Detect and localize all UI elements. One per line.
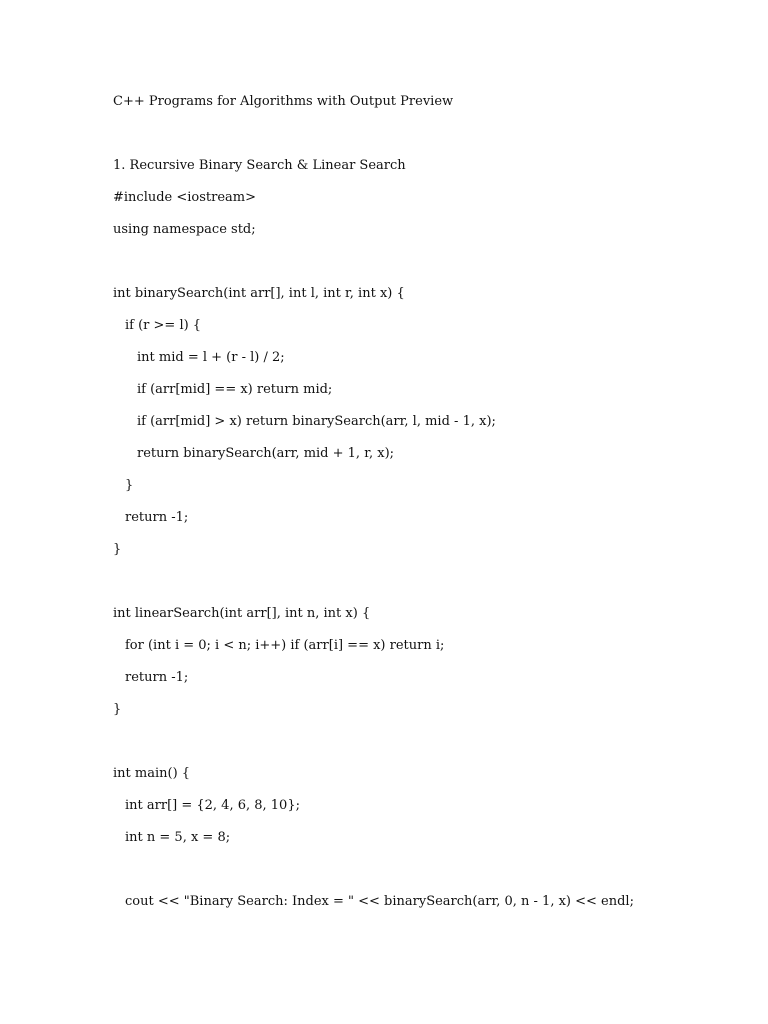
- section-heading: 1. Recursive Binary Search & Linear Search: [113, 158, 406, 173]
- code-line: }: [113, 702, 122, 717]
- code-line: cout << "Binary Search: Index = " << binarySearch(arr, 0, n - 1, x) << endl;: [125, 894, 634, 909]
- code-line: int main() {: [113, 766, 191, 781]
- code-line: int binarySearch(int arr[], int l, int r, int x) {: [113, 286, 405, 301]
- code-line: int n = 5, x = 8;: [125, 830, 231, 845]
- code-line: int arr[] = {2, 4, 6, 8, 10};: [125, 798, 300, 813]
- code-line: int mid = l + (r - l) / 2;: [137, 350, 285, 365]
- code-line: if (r >= l) {: [125, 318, 202, 333]
- code-line: }: [125, 478, 134, 493]
- code-line: }: [113, 542, 122, 557]
- code-line: return -1;: [125, 510, 189, 525]
- code-line: using namespace std;: [113, 222, 256, 237]
- code-line: if (arr[mid] > x) return binarySearch(arr, l, mid - 1, x);: [137, 414, 496, 429]
- code-line: return -1;: [125, 670, 189, 685]
- document-title: C++ Programs for Algorithms with Output Preview: [113, 94, 454, 109]
- code-line: return binarySearch(arr, mid + 1, r, x);: [137, 446, 395, 461]
- code-line: #include <iostream>: [113, 190, 257, 205]
- code-line: for (int i = 0; i < n; i++) if (arr[i] == x) return i;: [125, 638, 445, 653]
- code-line: int linearSearch(int arr[], int n, int x) {: [113, 606, 371, 621]
- code-line: if (arr[mid] == x) return mid;: [137, 382, 333, 397]
